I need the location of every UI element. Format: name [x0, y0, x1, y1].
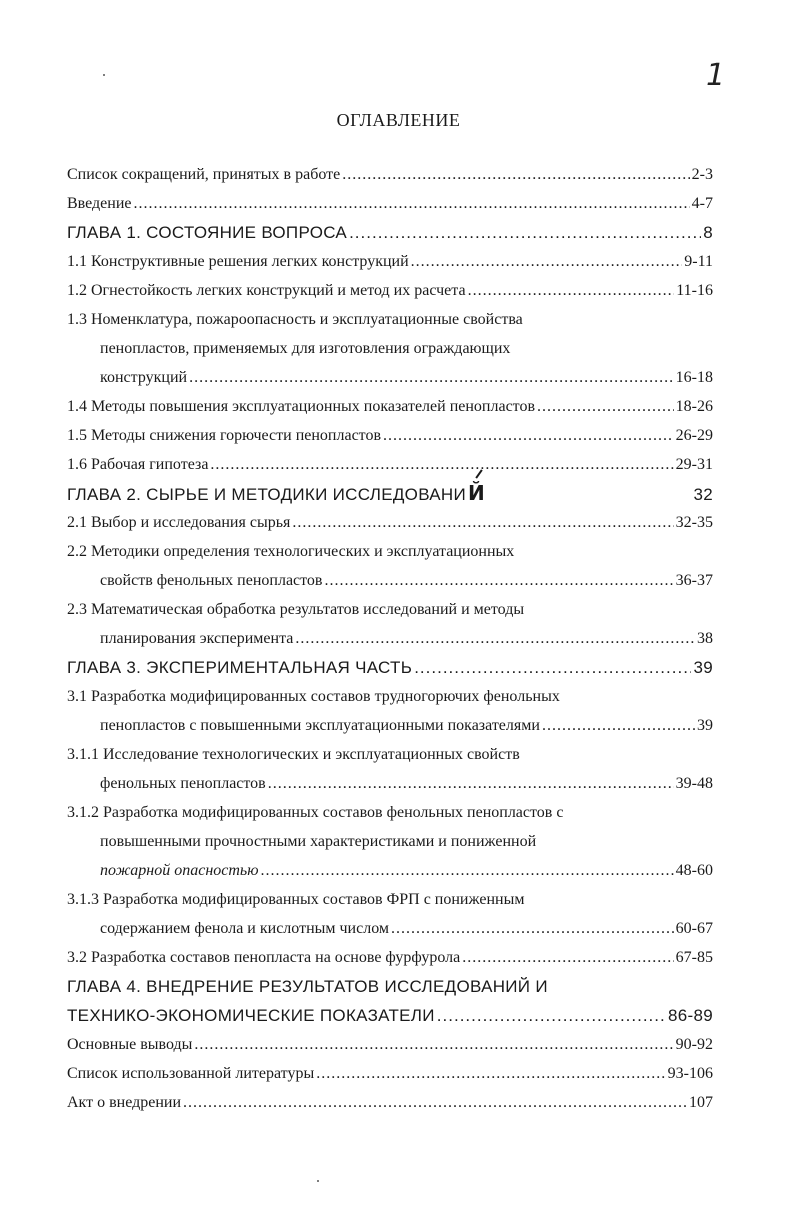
toc-entry-1-1[interactable] [67, 247, 713, 276]
toc-entry-continuation [67, 334, 713, 363]
toc-entry-2-1[interactable] [67, 508, 713, 537]
toc-entry-title: планирования эксперимента [100, 630, 294, 647]
toc-entry-title: свойств фенольных пенопластов [100, 572, 323, 589]
handwritten-correction: Й [468, 479, 485, 508]
toc-entry-1-4[interactable] [67, 392, 713, 421]
dot-leader [268, 769, 674, 798]
toc-entry-title: 2.1 Выбор и исследования сырья [67, 514, 291, 531]
scan-speck [103, 74, 105, 76]
toc-entry-title: 3.1 Разработка модифицированных составов трудногорючих фенольных [67, 688, 560, 705]
toc-entry-pages: 18-26 [675, 398, 713, 415]
dot-leader [210, 450, 673, 479]
toc-entry-pages: 2-3 [691, 166, 713, 183]
toc-chapter-4[interactable] [67, 972, 713, 1001]
toc-entry-title: 3.1.1 Исследование технологических и эксплуатационных свойств [67, 746, 520, 763]
toc-entry-title: 1.4 Методы повышения эксплуатационных показателей пенопластов [67, 398, 536, 415]
toc-entry-pages: 86-89 [668, 1006, 713, 1025]
dot-leader [437, 1001, 666, 1030]
toc-entry-pages: 8 [703, 223, 713, 242]
toc-entry-continuation[interactable] [67, 856, 713, 885]
toc-entry-continuation[interactable] [67, 711, 713, 740]
toc-entry-3-2[interactable] [67, 943, 713, 972]
toc-entry-conclusions[interactable] [67, 1030, 713, 1059]
toc-entry-continuation [67, 827, 713, 856]
dot-leader [183, 1088, 687, 1117]
toc-entry-pages: 32 [693, 485, 713, 504]
toc-entry-2-3[interactable] [67, 595, 713, 624]
toc-entry-3-1-3[interactable] [67, 885, 713, 914]
toc-entry-abbreviations[interactable] [67, 160, 713, 189]
toc-entry-pages: 38 [697, 630, 713, 647]
toc-entry-title: 2.3 Математическая обработка результатов исследований и методы [67, 601, 525, 618]
toc-entry-title: 3.2 Разработка составов пенопласта на основе фурфурола [67, 949, 461, 966]
toc-entry-pages: 29-31 [675, 456, 713, 473]
toc-entry-title: 3.1.3 Разработка модифицированных составов ФРП с пониженным [67, 891, 525, 908]
toc-entry-title: пожарной опасностью [100, 862, 259, 879]
toc-entry-title: фенольных пенопластов [100, 775, 266, 792]
dot-leader [260, 856, 673, 885]
toc-chapter-title: ГЛАВА 1. СОСТОЯНИЕ ВОПРОСА [67, 223, 348, 242]
toc-entry-title: пенопластов с повышенными эксплуатационными показателями [100, 717, 540, 734]
dot-leader [391, 914, 674, 943]
toc-entry-pages: 16-18 [675, 369, 713, 386]
toc-entry-title: Введение [67, 195, 132, 212]
toc-entry-pages: 39 [697, 717, 713, 734]
toc-entry-1-6[interactable] [67, 450, 713, 479]
page-title: ОГЛАВЛЕНИЕ [336, 110, 461, 130]
toc-entry-title: 2.2 Методики определения технологических и эксплуатационных [67, 543, 515, 560]
toc-entry-pages: 32-35 [675, 514, 713, 531]
dot-leader [134, 189, 690, 218]
toc-entry-continuation[interactable] [67, 363, 713, 392]
toc-entry-title: 1.5 Методы снижения горючести пенопластов [67, 427, 382, 444]
toc-entry-1-3[interactable] [67, 305, 713, 334]
dot-leader [316, 1059, 665, 1088]
toc-entry-title: 1.2 Огнестойкость легких конструкций и метод их расчета [67, 282, 466, 299]
toc-entry-title: Список использованной литературы [67, 1065, 315, 1082]
toc-chapter-4-continuation[interactable] [67, 1001, 713, 1030]
toc-entry-title: конструкций [100, 369, 188, 386]
toc-entry-title: содержанием фенола и кислотным числом [100, 920, 390, 937]
dot-leader [349, 218, 701, 247]
toc-entry-continuation[interactable] [67, 566, 713, 595]
toc-entry-pages: 60-67 [675, 920, 713, 937]
toc-entry-pages: 48-60 [675, 862, 713, 879]
toc-entry-continuation[interactable] [67, 624, 713, 653]
toc-entry-pages: 93-106 [667, 1065, 713, 1082]
toc-entry-pages: 9-11 [684, 253, 713, 270]
scan-speck [317, 1180, 319, 1182]
dot-leader [468, 276, 675, 305]
toc-entry-title: Список сокращений, принятых в работе [67, 166, 341, 183]
toc-entry-pages: 11-16 [676, 282, 713, 299]
dot-leader [383, 421, 674, 450]
toc-entry-continuation[interactable] [67, 914, 713, 943]
toc-entry-title: 1.6 Рабочая гипотеза [67, 456, 209, 473]
toc-entry-implementation-act[interactable] [67, 1088, 713, 1117]
toc-entry-introduction[interactable] [67, 189, 713, 218]
toc-entry-title: 1.1 Конструктивные решения легких конструкций [67, 253, 409, 270]
dot-leader [292, 508, 673, 537]
toc-entry-pages: 4-7 [691, 195, 713, 212]
dot-leader [542, 711, 695, 740]
dot-leader [411, 247, 683, 276]
toc-entry-1-2[interactable] [67, 276, 713, 305]
toc-entry-1-5[interactable] [67, 421, 713, 450]
toc-entry-pages: 26-29 [675, 427, 713, 444]
dot-leader [295, 624, 695, 653]
toc-chapter-title: ГЛАВА 2. СЫРЬЕ И МЕТОДИКИ ИССЛЕДОВАНИ [67, 485, 467, 504]
toc-entry-title: повышенными прочностными характеристиками и пониженной [100, 833, 537, 850]
toc-entry-title: 1.3 Номенклатура, пожароопасность и эксплуатационные свойства [67, 311, 523, 328]
toc-entry-3-1-2[interactable] [67, 798, 713, 827]
toc-entry-pages: 36-37 [675, 572, 713, 589]
toc-chapter-2[interactable] [67, 479, 713, 508]
toc-chapter-title: ГЛАВА 3. ЭКСПЕРИМЕНТАЛЬНАЯ ЧАСТЬ [67, 658, 413, 677]
toc-chapter-3[interactable] [67, 653, 713, 682]
toc-entry-pages: 67-85 [675, 949, 713, 966]
dot-leader [189, 363, 674, 392]
toc-chapter-1[interactable] [67, 218, 713, 247]
toc-entry-title: пенопластов, применяемых для изготовления ограждающих [100, 340, 511, 357]
dot-leader [537, 392, 674, 421]
dot-leader [414, 653, 691, 682]
toc-entry-3-1-1[interactable] [67, 740, 713, 769]
toc-entry-pages: 39 [693, 658, 713, 677]
toc-entry-pages: 39-48 [675, 775, 713, 792]
toc-entry-3-1[interactable] [67, 682, 713, 711]
toc-chapter-title: ГЛАВА 4. ВНЕДРЕНИЕ РЕЗУЛЬТАТОВ ИССЛЕДОВАНИЙ И [67, 977, 548, 996]
toc-entry-2-2[interactable] [67, 537, 713, 566]
toc-entry-title: 3.1.2 Разработка модифицированных составов фенольных пенопластов с [67, 804, 564, 821]
toc-chapter-title: ТЕХНИКО-ЭКОНОМИЧЕСКИЕ ПОКАЗАТЕЛИ [67, 1006, 435, 1025]
dot-leader [462, 943, 673, 972]
toc-entry-references[interactable] [67, 1059, 713, 1088]
dot-leader [194, 1030, 673, 1059]
toc-entry-continuation[interactable] [67, 769, 713, 798]
toc-entry-title: Акт о внедрении [67, 1094, 182, 1111]
dot-leader [324, 566, 673, 595]
page-number: 1 [706, 58, 726, 93]
toc-entry-pages: 90-92 [675, 1036, 713, 1053]
table-of-contents [67, 160, 713, 1117]
toc-entry-pages: 107 [689, 1094, 713, 1111]
toc-entry-title: Основные выводы [67, 1036, 193, 1053]
dot-leader [342, 160, 689, 189]
